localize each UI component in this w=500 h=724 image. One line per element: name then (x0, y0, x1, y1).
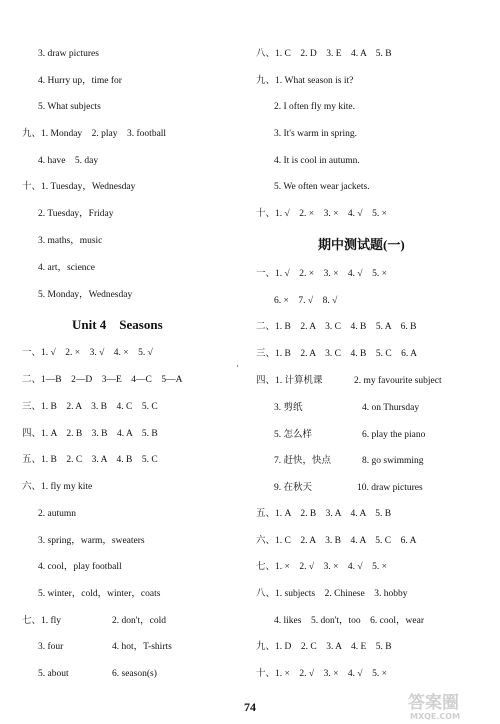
answer-line: 八、1. subjects 2. Chinese 3. hobby (256, 589, 408, 599)
answer-line: 4. have 5. day (38, 156, 99, 166)
stray-dot: · (236, 361, 239, 371)
answer-line: 2. I often fly my kite. (274, 102, 355, 112)
answer-line: 9. 在秋天 (274, 483, 313, 493)
answer-line: 2. Tuesday，Friday (38, 209, 114, 219)
answer-line: 二、1. B 2. A 3. C 4. B 5. A 6. B (256, 322, 417, 332)
answer-line: 七、1. × 2. √ 3. × 4. √ 5. × (256, 562, 388, 572)
answer-line: 六、1. fly my kite (22, 482, 93, 492)
answer-line: 二、1—B 2—D 3—E 4—C 5—A (22, 375, 183, 385)
watermark-top: 答案圈 (408, 693, 459, 713)
answer-line: 5. We often wear jackets. (274, 182, 370, 192)
answer-line: 十、1. Tuesday，Wednesday (22, 182, 136, 192)
answer-line: 4. cool，play football (38, 562, 122, 572)
watermark-bottom: MXQE.COM (410, 712, 461, 721)
answer-line: 10. draw pictures (357, 483, 423, 493)
answer-line: 8. go swimming (362, 456, 424, 466)
answer-line: 3. spring，warm，sweaters (38, 536, 145, 546)
answer-line: 7. 赶快，快点 (274, 456, 332, 466)
answer-line: 3. draw pictures (38, 49, 99, 59)
answer-line: 3. It's warm in spring. (274, 129, 357, 139)
answer-line: 九、1. Monday 2. play 3. football (22, 129, 167, 139)
answer-line: 4. on Thursday (362, 403, 420, 413)
answer-line: 5. What subjects (38, 102, 101, 112)
answer-line: 三、1. B 2. A 3. C 4. B 5. C 6. A (256, 349, 417, 359)
answer-line: 4. It is cool in autumn. (274, 156, 360, 166)
answer-line: 一、1. √ 2. × 3. √ 4. × 5. √ (22, 348, 153, 358)
answer-line: 5. 怎么样 (274, 430, 313, 440)
unit-heading: Unit 4 Seasons (72, 317, 163, 332)
answer-line: 五、1. B 2. C 3. A 4. B 5. C (22, 455, 158, 465)
answer-line: 5. winter，cold，winter，coats (38, 589, 161, 599)
answer-line: 九、1. D 2. C 3. A 4. E 5. B (256, 642, 392, 652)
answer-line: 3. 剪纸 (274, 403, 303, 413)
answer-line: 6. × 7. √ 8. √ (274, 296, 338, 306)
answer-line: 八、1. C 2. D 3. E 4. A 5. B (256, 49, 392, 59)
answer-line: 一、1. √ 2. × 3. × 4. √ 5. × (256, 269, 388, 279)
answer-line: 4. Hurry up，time for (38, 76, 122, 86)
answer-line: 4. hot，T-shirts (112, 642, 172, 652)
answer-line: 2. autumn (38, 509, 76, 519)
answer-line: 4. art，science (38, 263, 95, 273)
answer-line: 四、1. A 2. B 3. B 4. A 5. B (22, 429, 158, 439)
answer-line: 十、1. × 2. √ 3. × 4. √ 5. × (256, 669, 388, 679)
answer-line: 七、1. fly (22, 616, 62, 626)
answer-line: 4. likes 5. don't，too 6. cool，wear (274, 616, 424, 626)
answer-line: 五、1. A 2. B 3. A 4. A 5. B (256, 509, 392, 519)
answer-line: 5. about (38, 669, 69, 679)
answer-line: 六、1. C 2. A 3. B 4. A 5. C 6. A (256, 536, 417, 546)
watermark-logo (404, 688, 494, 722)
answer-line: 5. Monday，Wednesday (38, 290, 133, 300)
answer-line: 九、1. What season is it? (256, 76, 354, 86)
answer-line: 3. four (38, 642, 64, 652)
exam-heading: 期中测试题(一) (318, 237, 405, 252)
answer-line: 2. don't，cold (112, 616, 166, 626)
answer-line: 6. play the piano (362, 430, 426, 440)
answer-line: 十、1. √ 2. × 3. × 4. √ 5. × (256, 209, 388, 219)
answer-line: 3. maths，music (38, 236, 103, 246)
answer-line: 四、1. 计算机课 (256, 376, 323, 386)
answer-line: 2. my favourite subject (354, 376, 442, 386)
page-number: 74 (244, 700, 256, 714)
answer-line: 三、1. B 2. A 3. B 4. C 5. C (22, 402, 158, 412)
answer-line: 6. season(s) (112, 669, 157, 679)
